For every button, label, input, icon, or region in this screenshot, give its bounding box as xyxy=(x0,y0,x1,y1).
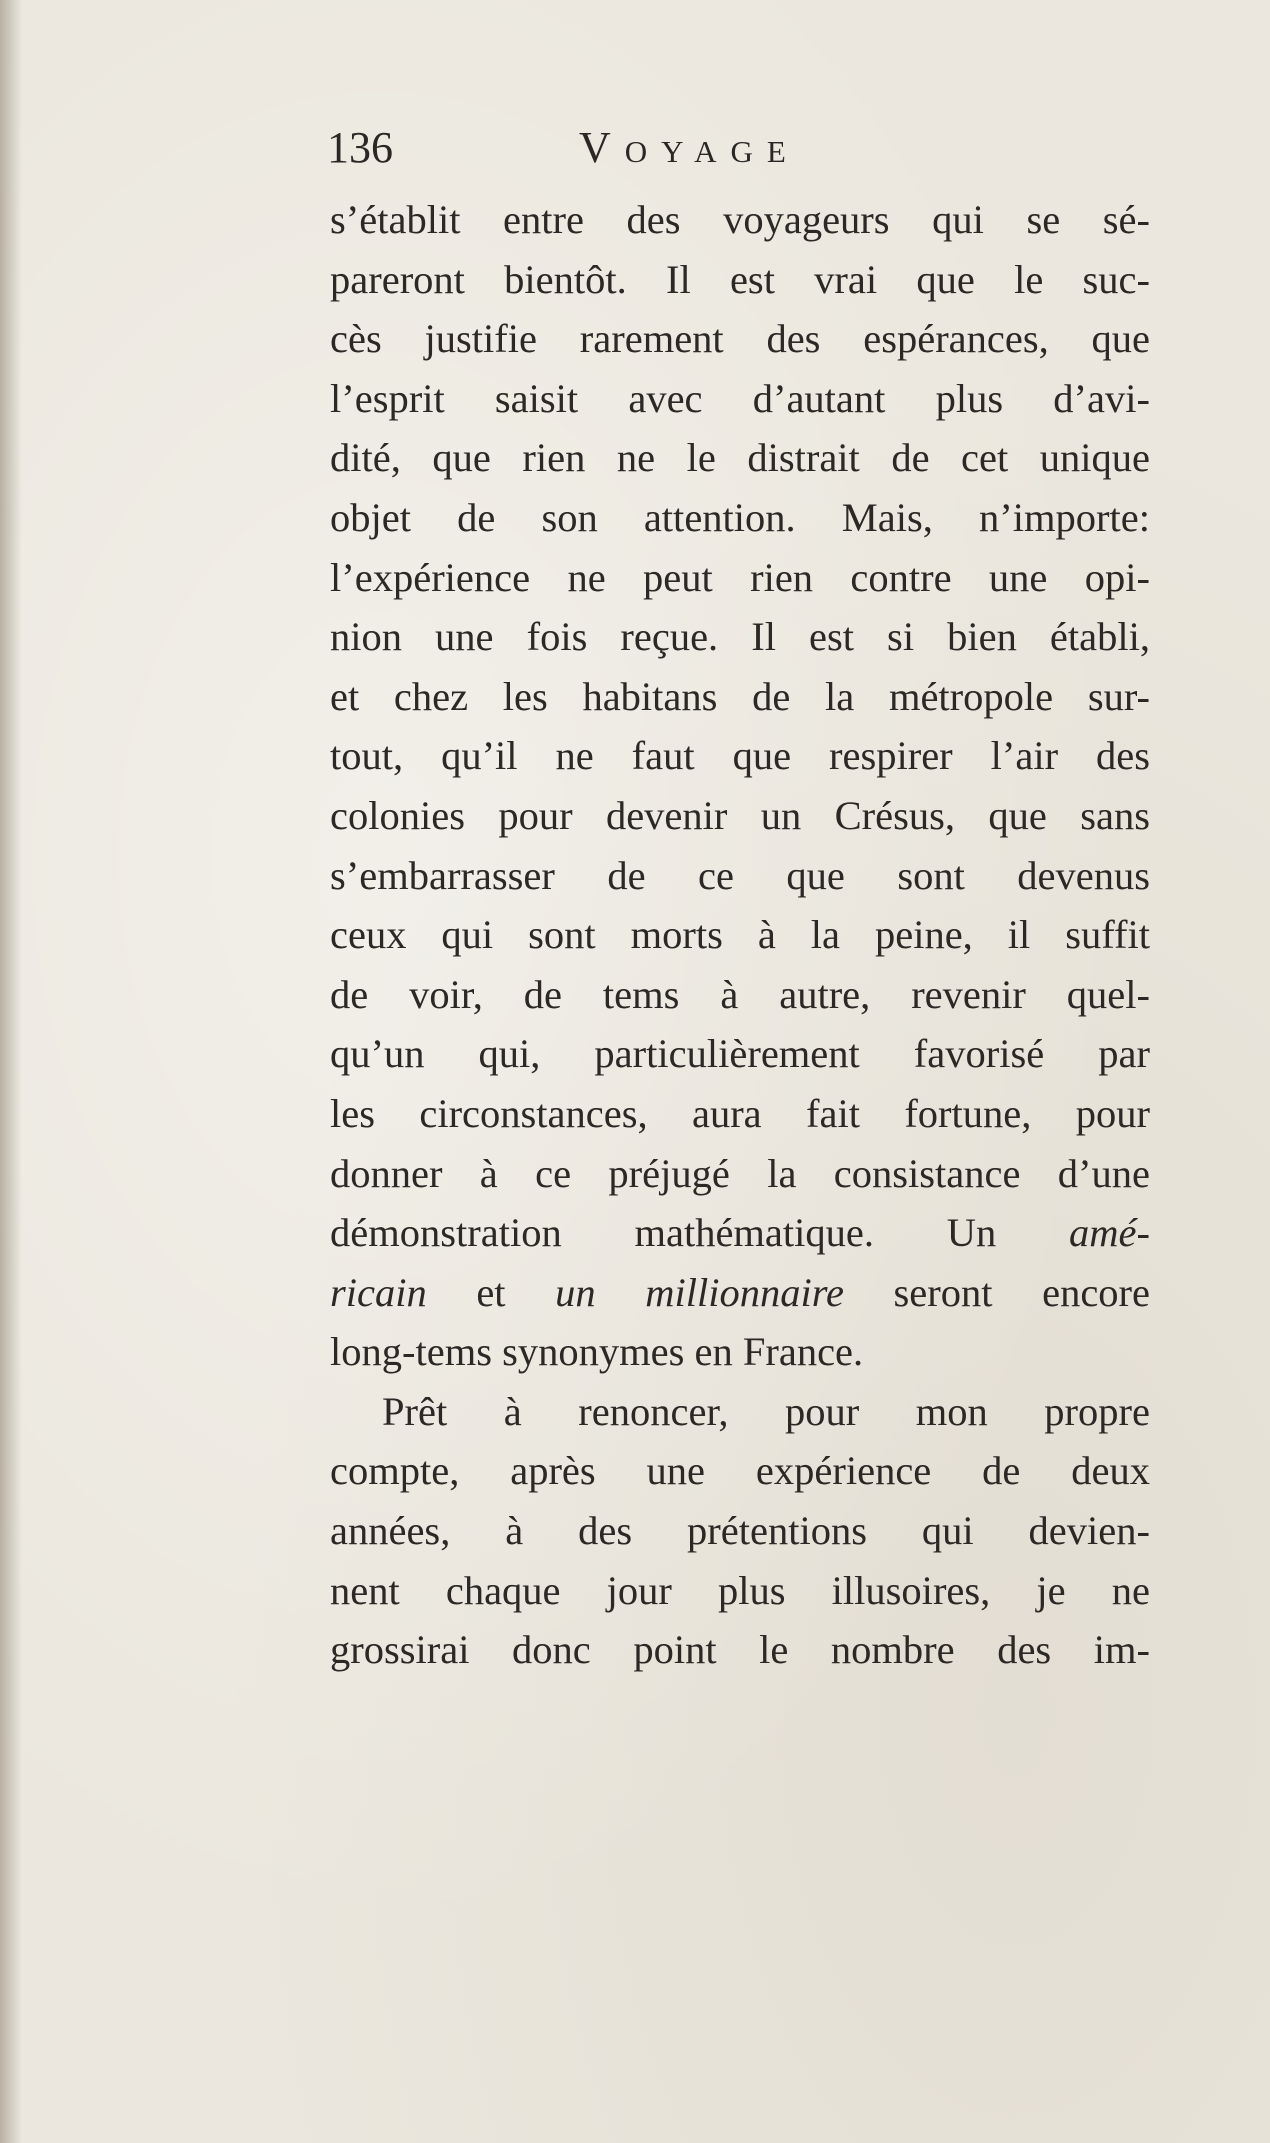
text-line: qu’un qui, particulièrement favorisé par xyxy=(330,1031,1150,1077)
page-number: 136 xyxy=(327,123,393,172)
text-segment: démonstration mathématique. Un xyxy=(330,1210,997,1256)
text-line: long-tems synonymes en France. xyxy=(330,1329,864,1375)
text-line: et chez les habitans de la métropole sur- xyxy=(330,673,1150,719)
text-line: l’esprit saisit avec d’autant plus d’avi- xyxy=(330,375,1150,421)
text-line xyxy=(330,1263,1150,1323)
text-line: pareront bientôt. Il est vrai que le suc- xyxy=(330,256,1150,302)
running-title: Voyage xyxy=(579,123,800,172)
text-line: les circonstances, aura fait fortune, pour xyxy=(330,1090,1150,1136)
text-segment: et xyxy=(426,1269,556,1315)
text-line: nent chaque jour plus illusoires, je ne xyxy=(330,1567,1150,1613)
text-line: tout, qu’il ne faut que respirer l’air des xyxy=(330,733,1150,779)
text-line-paragraph-start: Prêt à renoncer, pour mon propre xyxy=(382,1388,1150,1434)
text-line: de voir, de tems à autre, revenir quel- xyxy=(330,971,1150,1017)
page-header xyxy=(327,118,1157,178)
text-line: objet de son attention. Mais, n’importe: xyxy=(330,494,1150,540)
text-line: ceux qui sont morts à la peine, il suffit xyxy=(330,912,1150,958)
text-line: s’embarrasser de ce que sont devenus xyxy=(330,852,1150,898)
text-line: l’expérience ne peut rien contre une opi- xyxy=(330,554,1150,600)
italic-word: amé- xyxy=(1069,1210,1151,1256)
text-line: cès justifie rarement des espérances, que xyxy=(330,316,1150,362)
text-line: donner à ce préjugé la consistance d’une xyxy=(330,1150,1150,1196)
text-line xyxy=(330,1203,1150,1263)
text-line: s’établit entre des voyageurs qui se sé- xyxy=(330,197,1150,242)
text-line: nion une fois reçue. Il est si bien établi, xyxy=(330,614,1150,660)
text-line: dité, que rien ne le distrait de cet unique xyxy=(330,435,1150,481)
italic-phrase: un millionnaire xyxy=(555,1269,844,1315)
text-line: colonies pour devenir un Crésus, que sans xyxy=(330,792,1150,838)
text-line: compte, après une expérience de deux xyxy=(330,1448,1150,1494)
page-gutter-shadow xyxy=(0,0,22,2143)
text-line: années, à des prétentions qui devien- xyxy=(330,1508,1150,1554)
text-line: grossirai donc point le nombre des im- xyxy=(330,1627,1150,1673)
text-segment: seront encore xyxy=(843,1269,1151,1315)
body-text xyxy=(330,190,1150,1680)
italic-word: ricain xyxy=(330,1269,427,1315)
